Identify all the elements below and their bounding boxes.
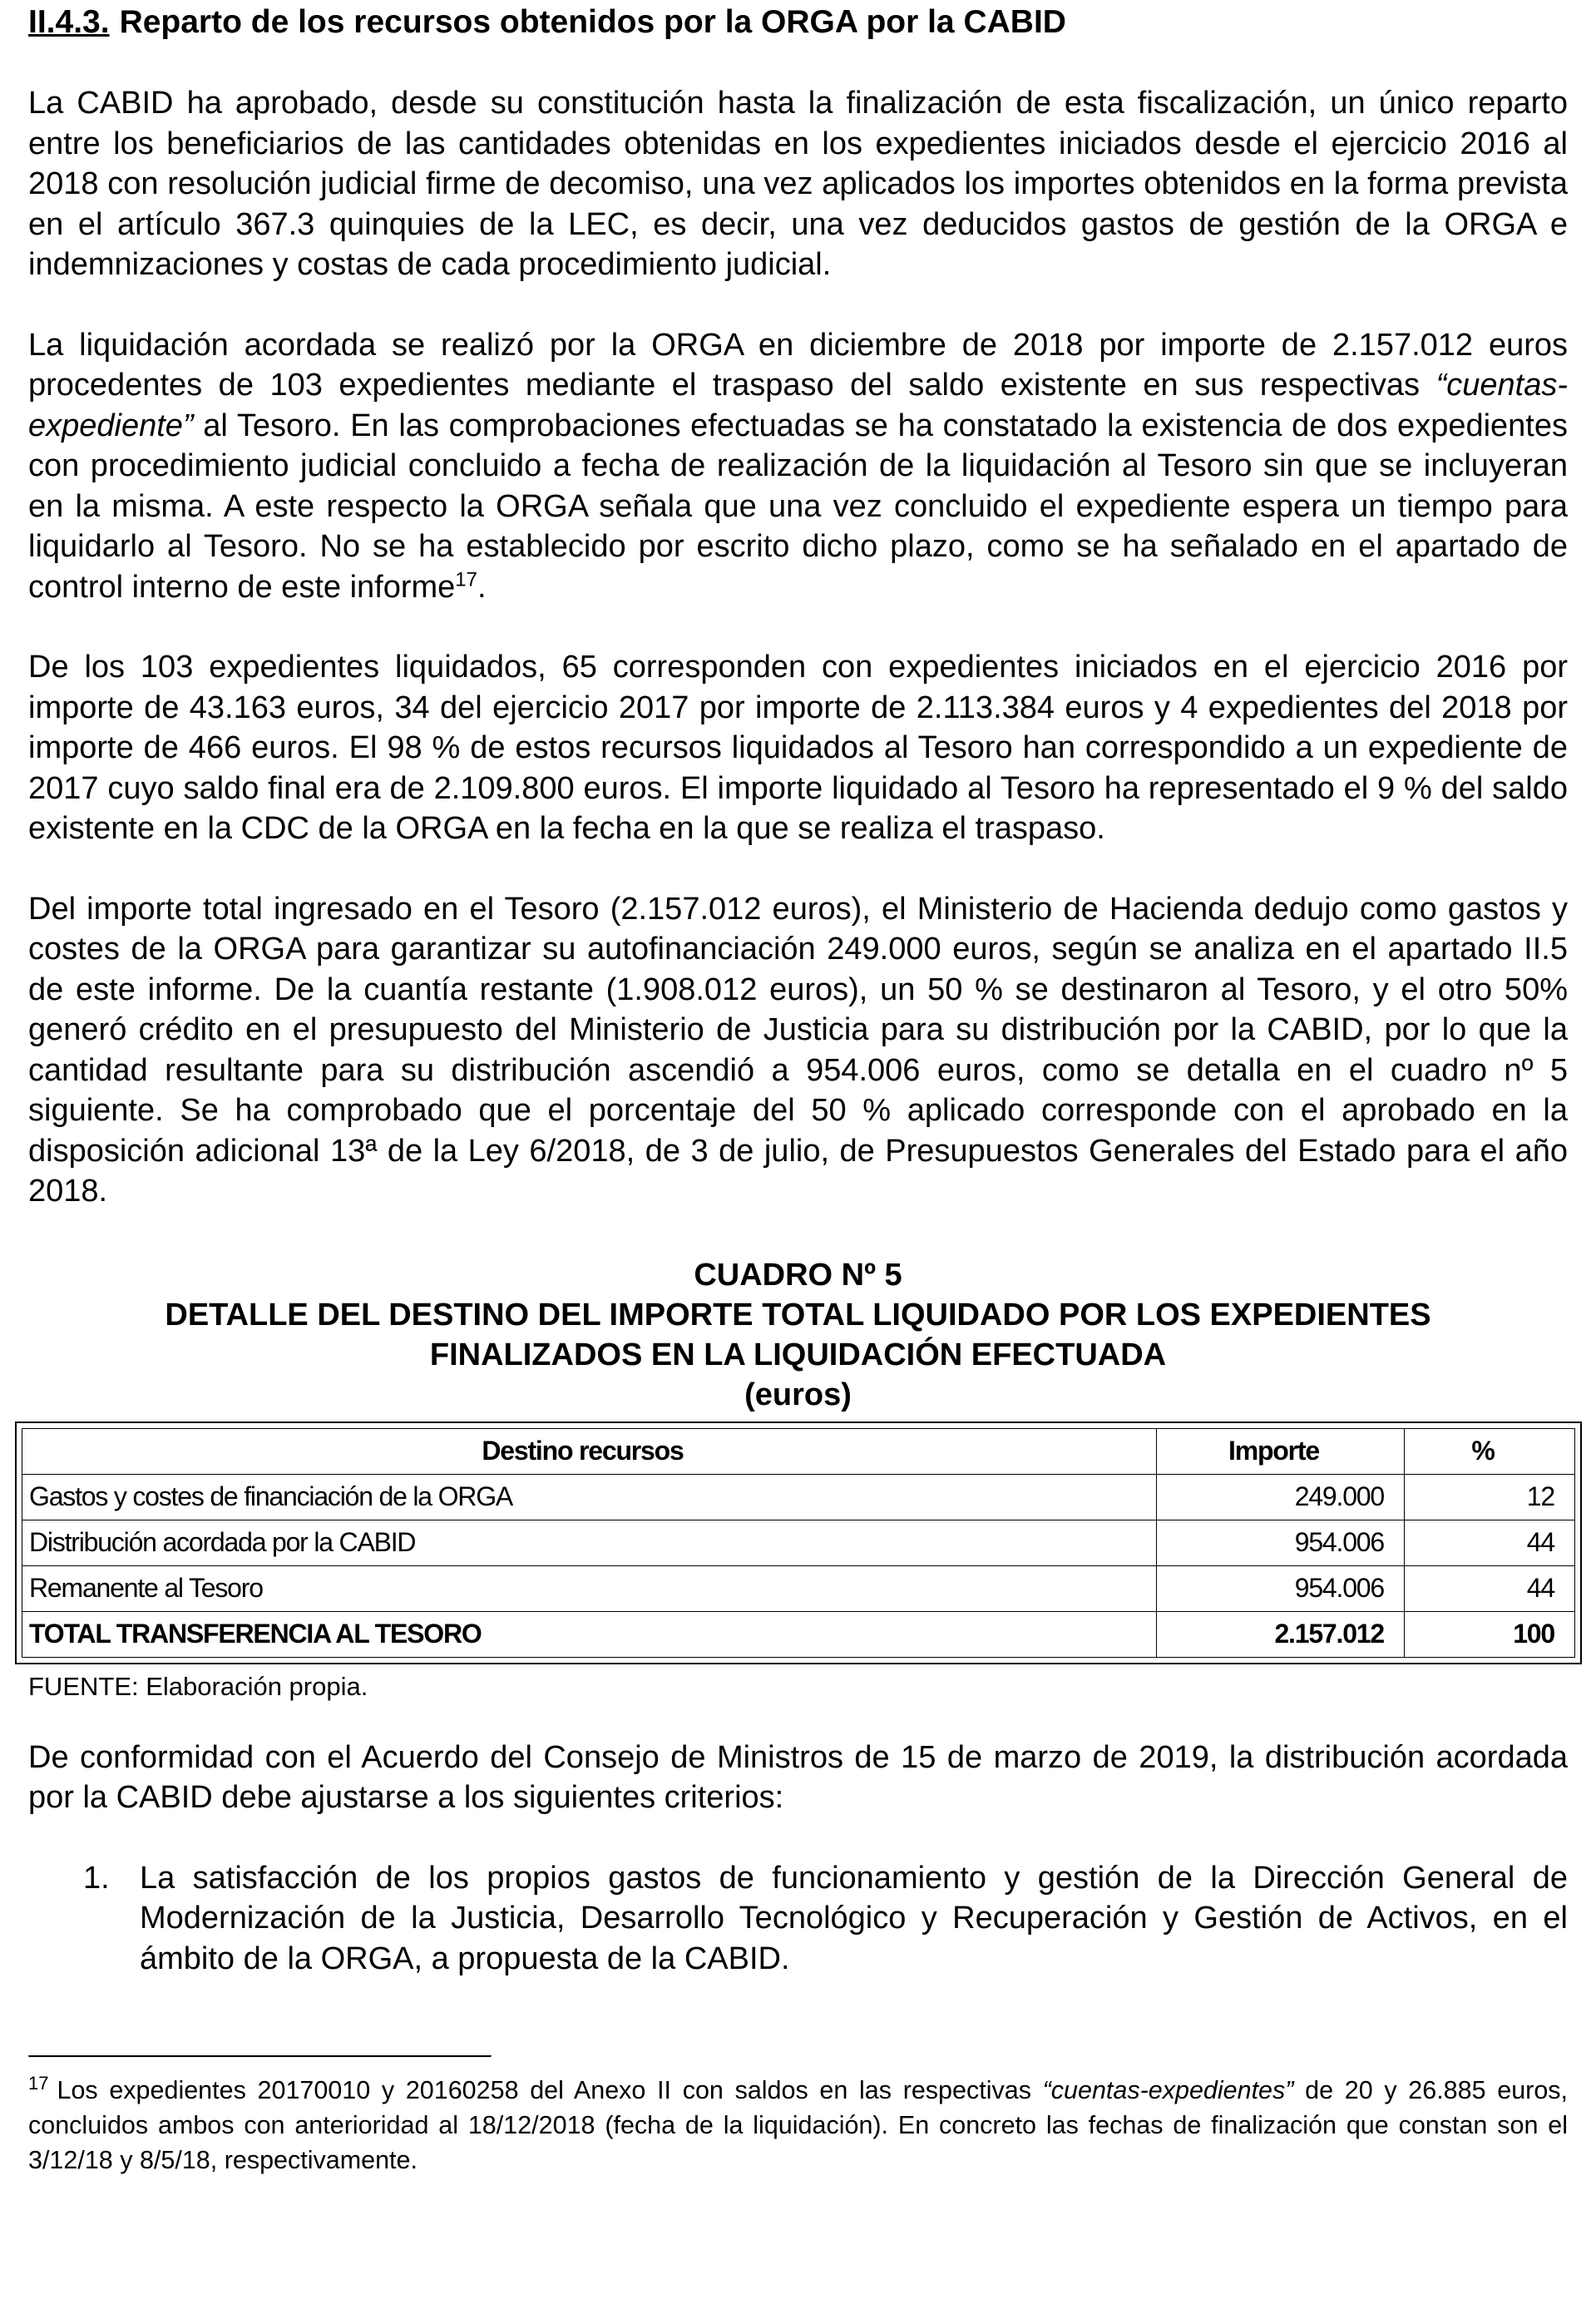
table-row — [22, 1520, 1575, 1565]
footnote-reference[interactable]: 17 — [455, 567, 477, 591]
cell-importe: 249.000 — [1157, 1474, 1405, 1520]
table-caption — [28, 1255, 1568, 1415]
cell-importe: 954.006 — [1157, 1520, 1405, 1565]
table-source: FUENTE: Elaboración propia. — [28, 1671, 368, 1701]
paragraph-2 — [28, 325, 1568, 608]
cell-destino: Gastos y costes de financiación de la ORGA — [22, 1474, 1157, 1520]
table-row — [22, 1565, 1575, 1611]
cell-destino: Distribución acordada por la CABID — [22, 1520, 1157, 1565]
cell-destino: Remanente al Tesoro — [22, 1565, 1157, 1611]
paragraph-2-continued: al Tesoro. En las comprobaciones efectuadas se ha constatado la existencia de dos expedientes con procedimiento judicial concluido a fecha de realización de la liquidación al Tesoro sin que se incluyeran en la misma. A este respecto la ORGA señala que una vez concluido el expediente espera un tiempo para liquidarlo al Tesoro. No se ha establecido por escrito dicho plazo, como se ha señalado en el apartado de control interno de este informe — [28, 408, 1568, 605]
table-row — [22, 1474, 1575, 1520]
section-title: Reparto de los recursos obtenidos por la ORGA por la CABID — [119, 4, 1066, 40]
list-item-marker: 1. — [83, 1860, 110, 1896]
column-header-percent: % — [1405, 1428, 1575, 1474]
section-number: II.4.3. — [28, 4, 110, 40]
footnote — [28, 2073, 1568, 2178]
footnote-number: 17 — [28, 2072, 49, 2094]
table-caption-subtitle: FINALIZADOS EN LA LIQUIDACIÓN EFECTUADA — [429, 1337, 1167, 1372]
table-frame — [15, 1421, 1582, 1664]
footnote-separator — [28, 2055, 492, 2058]
total-importe: 2.157.012 — [1157, 1611, 1405, 1657]
table-total-row — [22, 1611, 1575, 1657]
footnote-italic: “cuentas-expedientes” — [1042, 2076, 1294, 2104]
list-item — [28, 1858, 1568, 1980]
paragraph-2-text: La liquidación acordada se realizó por la ORGA en diciembre de 2018 por importe de 2.157.012 euros procedentes de 103 expedientes mediante el traspaso del saldo existente en sus respectivas — [28, 327, 1568, 403]
cell-percent: 12 — [1405, 1474, 1575, 1520]
document-page — [28, 0, 1568, 2178]
paragraph-2-italic: “cuentas-expediente” — [28, 368, 1568, 443]
total-percent: 100 — [1405, 1611, 1575, 1657]
cell-percent: 44 — [1405, 1520, 1575, 1565]
list-item-text: La satisfacción de los propios gastos de funcionamiento y gestión de la Dirección General de Modernización de la Justicia, Desarrollo Tecnológico y Recuperación y Gestión de Activos, en el ámbito de la ORGA, a propuesta de la CABID. — [140, 1860, 1568, 1976]
destination-table — [22, 1428, 1575, 1658]
cell-importe: 954.006 — [1157, 1565, 1405, 1611]
paragraph-1: La CABID ha aprobado, desde su constitución hasta la finalización de esta fiscalización, un único reparto entre los beneficiarios de las cantidades obtenidas en los expedientes iniciados desde el ejercicio 2016 al 2018 con resolución judicial firme de decomiso, una vez aplicados los importes obtenidos en la forma prevista en el artículo 367.3 quinquies de la LEC, es decir, una vez deducidos gastos de gestión de la ORGA e indemnizaciones y costas de cada procedimiento judicial. — [28, 86, 1568, 282]
section-heading — [28, 0, 1568, 43]
table-caption-units: (euros) — [744, 1377, 852, 1412]
table-caption-number: CUADRO Nº 5 — [694, 1257, 902, 1293]
paragraph-3: De los 103 expedientes liquidados, 65 corresponden con expedientes iniciados en el ejercicio 2016 por importe de 43.163 euros, 34 del ejercicio 2017 por importe de 2.113.384 euros y 4 expedientes del 2018 por importe de 466 euros. El 98 % de estos recursos liquidados al Tesoro han correspondido a un expediente de 2017 cuyo saldo final era de 2.109.800 euros. El importe liquidado al Tesoro ha representado el 9 % del saldo existente en la CDC de la ORGA en la fecha en la que se realiza el traspaso. — [28, 650, 1568, 846]
paragraph-2-end: . — [477, 569, 487, 605]
cell-percent: 44 — [1405, 1565, 1575, 1611]
table-header-row — [22, 1428, 1575, 1474]
column-header-importe: Importe — [1157, 1428, 1405, 1474]
total-label: TOTAL TRANSFERENCIA AL TESORO — [22, 1611, 1157, 1657]
table-caption-title: DETALLE DEL DESTINO DEL IMPORTE TOTAL LIQUIDADO POR LOS EXPEDIENTES — [165, 1297, 1431, 1332]
footnote-text: Los expedientes 20170010 y 20160258 del Anexo II con saldos en las respectivas — [57, 2076, 1043, 2104]
column-header-destino: Destino recursos — [22, 1428, 1157, 1474]
paragraph-4: Del importe total ingresado en el Tesoro (2.157.012 euros), el Ministerio de Hacienda dedujo como gastos y costes de la ORGA para garantizar su autofinanciación 249.000 euros, según se analiza en el apartado II.5 de este informe. De la cuantía restante (1.908.012 euros), un 50 % se destinaron al Tesoro, y el otro 50% generó crédito en el presupuesto del Ministerio de Justicia para su distribución por la CABID, por lo que la cantidad resultante para su distribución ascendió a 954.006 euros, como se detalla en el cuadro nº 5 siguiente. Se ha comprobado que el porcentaje del 50 % aplicado corresponde con el aprobado en la disposición adicional 13ª de la Ley 6/2018, de 3 de julio, de Presupuestos Generales del Estado para el año 2018. — [28, 891, 1568, 1209]
paragraph-5: De conformidad con el Acuerdo del Consejo de Ministros de 15 de marzo de 2019, la distribución acordada por la CABID debe ajustarse a los siguientes criterios: — [28, 1739, 1568, 1815]
footnote-text-continued: de 20 y 26.885 euros, concluidos ambos con anterioridad al 18/12/2018 (fecha de la liquidación). En concreto las fechas de finalización que constan son el 3/12/18 y 8/5/18, respectivamente. — [28, 2076, 1569, 2174]
